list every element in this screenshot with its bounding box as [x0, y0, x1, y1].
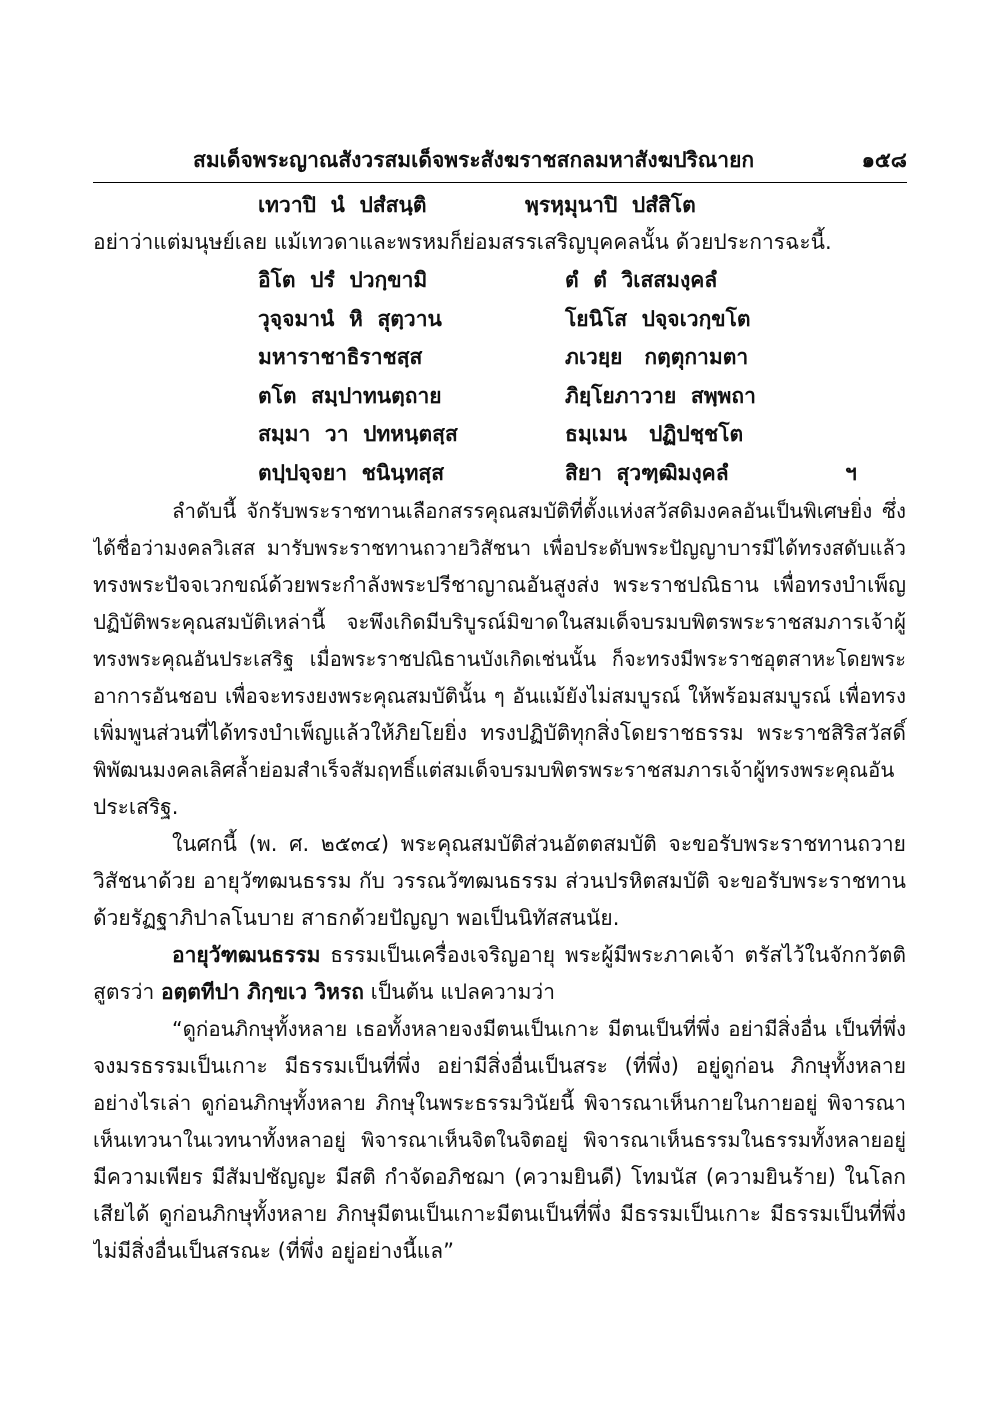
running-header-title: สมเด็จพระญาณสังวรสมเด็จพระสังฆราชสกลมหาสังฆปริณายก [193, 148, 755, 172]
verse-row [93, 338, 907, 377]
text-segment: เป็นต้น แปลความว่า [364, 979, 555, 1004]
verse-right: ภเวยฺย กตฺตุกามตา [565, 345, 749, 370]
text-line [93, 1159, 907, 1196]
text-segment: ในศกนี้ (พ. ศ. ๒๕๓๔) พระคุณสมบัติส่วนอัตตสมบัติ จะขอรับพระราชทานถวาย [172, 831, 906, 856]
verse-row [93, 454, 907, 493]
text-line-content [93, 900, 619, 937]
text-line [93, 1048, 907, 1085]
text-segment: ธรรมเป็นเครื่องเจริญอายุ พระผู้มีพระภาคเจ้า ตรัสไว้ในจักกวัตติ [320, 942, 906, 967]
verse-left: เทวาปิ นํ ปสํสนฺติ [258, 193, 427, 217]
text-segment: ได้ชื่อว่ามงคลวิเสส มารับพระราชทานถวายวิสัชนา เพื่อประดับพระปัญญาบารมีได้ทรงสดับแล้ว [93, 535, 906, 560]
verse-row [93, 261, 907, 300]
text-line [93, 567, 907, 604]
text-line-content [93, 1233, 454, 1270]
text-segment: จงมรธรรมเป็นเกาะ มีธรรมเป็นที่พึ่ง อย่ามีสิ่งอื่นเป็นสระ (ที่พึ่ง) อยู่ดูก่อน ภิกษุทั้งหลาย [93, 1053, 906, 1078]
text-line [93, 604, 907, 641]
text-line [93, 863, 907, 900]
verse-intro-row [93, 187, 907, 224]
verse-left: ตโต สมฺปาทนตฺถาย [258, 383, 442, 408]
text-segment: ทรงพระปัจจเวกขณ์ด้วยพระกำลังพระปรีชาญาณอันสูงส่ง พระราชปณิธาน เพื่อทรงบำเพ็ญ [93, 572, 906, 597]
verse-right: ธมฺเมน ปฏิปชฺชโต [565, 422, 744, 447]
text-line [93, 1122, 907, 1159]
verse-left: ตปฺปจฺจยา ชนินฺทสฺส [258, 460, 445, 485]
verse-row [93, 300, 907, 339]
text-segment: เพิ่มพูนส่วนที่ได้ทรงบำเพ็ญแล้วให้ภิยโยยิ่ง ทรงปฏิบัติทุกสิ่งโดยราชธรรม พระราชสิริสวัสดิ์ [93, 720, 906, 745]
text-line [93, 1233, 907, 1270]
text-line [93, 752, 907, 789]
text-line-content [93, 1122, 906, 1159]
text-segment: พิพัฒนมงคลเลิศล้ำย่อมสำเร็จสัมฤทธิ์แต่สมเด็จบรมบพิตรพระราชสมภารเจ้าผู้ทรงพระคุณอัน [93, 757, 895, 782]
paragraph [93, 493, 907, 826]
text-line-content [93, 678, 906, 715]
verse-left: วุจฺจมานํ หิ สุตฺวาน [258, 306, 442, 331]
text-segment: อย่างไรเล่า ดูก่อนภิกษุทั้งหลาย ภิกษุในพระธรรมวินัยนี้ พิจารณาเห็นกายในกายอยู่ พิจารณา [93, 1090, 906, 1115]
text-line [93, 826, 907, 863]
paragraph-block [93, 493, 907, 1270]
text-line-content [93, 1196, 906, 1233]
verse-right: โยนิโส ปจฺจเวกฺขโต [565, 306, 751, 331]
text-segment: เสียได้ ดูก่อนภิกษุทั้งหลาย ภิกษุมีตนเป็นเกาะมีตนเป็นที่พึ่ง มีธรรมเป็นเกาะ มีธรรมเป็นที่พึ่ง [93, 1201, 906, 1226]
text-segment: ประเสริฐ. [93, 794, 179, 819]
text-line-content [93, 863, 906, 900]
text-segment: ปฏิบัติพระคุณสมบัติเหล่านี้ จะพึงเกิดมีบริบูรณ์มิขาดในสมเด็จบรมบพิตรพระราชสมภารเจ้าผู้ [93, 609, 906, 634]
text-segment: ไม่มีสิ่งอื่นเป็นสรณะ (ที่พึ่ง อยู่อย่างนี้แล” [93, 1238, 455, 1263]
text-line-content [93, 604, 906, 641]
verse-left: อิโต ปรํ ปวกฺขามิ [258, 268, 428, 292]
text-line-content [93, 530, 906, 567]
text-line-content [93, 1085, 906, 1122]
text-line-content: อย่าว่าแต่มนุษย์เลย แม้เทวดาและพรหมก็ย่อมสรรเสริญบุคคลนั้น ด้วยประการฉะนี้. [93, 230, 832, 254]
paragraph [93, 1011, 907, 1270]
text-line [93, 678, 907, 715]
text-segment: “ดูก่อนภิกษุทั้งหลาย เธอทั้งหลายจงมีตนเป็นเกาะ มีตนเป็นที่พึ่ง อย่ามีสิ่งอื่น เป็นที่พึ่ง [172, 1016, 906, 1041]
text-line-content [93, 974, 555, 1011]
text-line [93, 641, 907, 678]
paragraph [93, 937, 907, 1011]
verse-block [93, 261, 907, 493]
text-segment: เห็นเทวนาในเวทนาทั้งหลาอยู่ พิจารณาเห็นจิตในจิตอยู่ พิจารณาเห็นธรรมในธรรมทั้งหลายอยู่ [93, 1127, 906, 1152]
text-line-content [93, 567, 906, 604]
text-line-content [93, 789, 178, 826]
bold-term: อายุวัฑฒนธรรม [172, 942, 321, 967]
text-segment: อาการอันชอบ เพื่อจะทรงยงพระคุณสมบัตินั้น ๆ อันแม้ยังไม่สมบูรณ์ ให้พร้อมสมบูรณ์ เพื่อทรง [93, 683, 906, 708]
verse-left: สมฺมา วา ปทหนฺตสฺส [258, 422, 458, 447]
text-line [93, 1085, 907, 1122]
text-line-content [172, 937, 906, 974]
paragraph [93, 826, 907, 937]
text-line-content [93, 1048, 906, 1085]
text-segment: วิสัชนาด้วย อายุวัฑฒนธรรม กับ วรรณวัฑฒนธรรม ส่วนปรหิตสมบัติ จะขอรับพระราชทาน [93, 868, 906, 893]
verse-end-mark: ฯ [845, 460, 857, 485]
text-line [93, 900, 907, 937]
text-line [93, 715, 907, 752]
text-line-content [93, 752, 894, 789]
text-line [93, 493, 907, 530]
text-line-content [172, 493, 906, 530]
text-line [93, 1011, 907, 1048]
text-line-content [172, 1011, 906, 1048]
page-number: ๑๕๘ [861, 148, 907, 172]
verse-left: มหาราชาธิราชสฺส [258, 345, 423, 370]
document-body [93, 187, 907, 1270]
text-line-content [93, 1159, 906, 1196]
text-segment: สูตรว่า [93, 979, 161, 1004]
text-segment: มีความเพียร มีสัมปชัญญะ มีสติ กำจัดอภิชฌา (ความยินดี) โทมนัส (ความยินร้าย) ในโลก [93, 1164, 906, 1189]
verse-row [93, 377, 907, 416]
text-segment: ทรงพระคุณอันประเสริฐ เมื่อพระราชปณิธานบังเกิดเช่นนั้น ก็จะทรงมีพระราชอุตสาหะโดยพระ [93, 646, 906, 671]
text-line-content [93, 715, 906, 752]
verse-row [93, 415, 907, 454]
verse-right: ตํ ตํ วิเสสมงฺคลํ [565, 268, 718, 292]
text-segment: ลำดับนี้ จักรับพระราชทานเลือกสรรคุณสมบัติที่ตั้งแห่งสวัสดิมงคลอันเป็นพิเศษยิ่ง ซึ่ง [172, 498, 906, 523]
text-segment: ด้วยรัฏฐาภิปาลโนบาย สาธกด้วยปัญญา พอเป็นนิทัสสนนัย. [93, 905, 620, 930]
text-line [93, 789, 907, 826]
text-line-content [93, 641, 906, 678]
text-line-content [172, 826, 906, 863]
verse-right: ภิยฺโยภาวาย สพฺพถา [565, 383, 756, 408]
text-line [93, 974, 907, 1011]
text-line [93, 1196, 907, 1233]
bold-term: อตฺตทีปา ภิกฺขเว วิหรถ [161, 979, 364, 1004]
verse-right: พฺรหฺมุนาปิ ปสํสิโต [525, 193, 696, 217]
verse-right: สิยา สุวฑฺฒิมงฺคลํ [565, 460, 729, 485]
text-line [93, 937, 907, 974]
header-rule [93, 182, 907, 183]
text-line [93, 530, 907, 567]
translation-line [93, 224, 907, 261]
